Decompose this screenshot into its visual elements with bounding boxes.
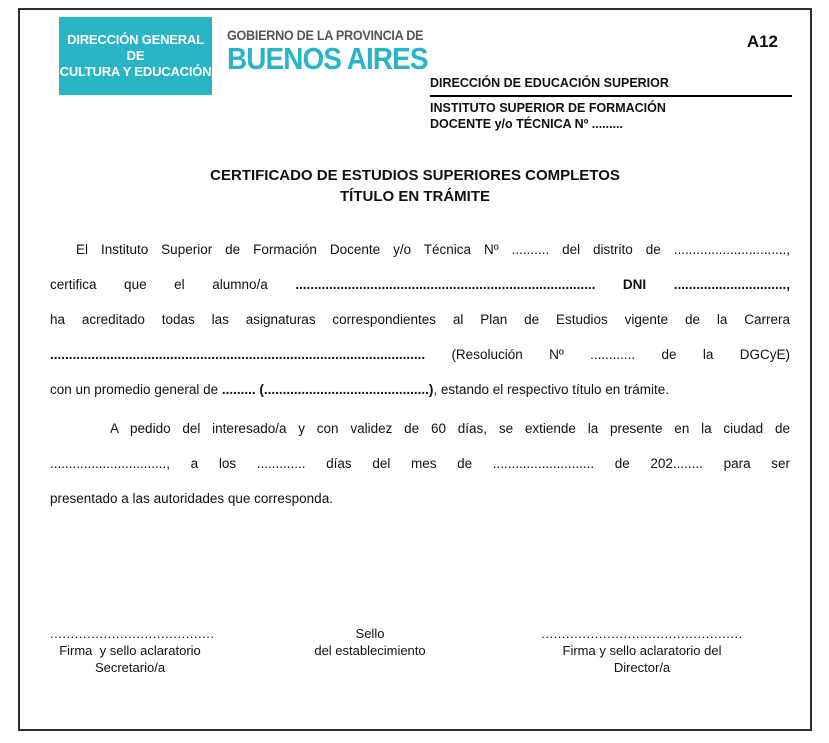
signature-role-label: Director/a: [613, 660, 671, 675]
signature-block-sello: [210, 625, 530, 676]
body-line-p1-5: [50, 372, 790, 407]
seal-label-line2: del establecimiento: [314, 643, 426, 658]
certificate-body: [50, 232, 790, 516]
dotted-blank: (............................................): [259, 382, 434, 397]
body-line-p2-3: presentado a las autoridades que corresponda.: [50, 491, 333, 506]
body-line-p1-3: ha acreditado todas las asignaturas correspondientes al Plan de Estudios vigente de la Carrera: [50, 312, 790, 327]
body-text-segment: con un promedio general de: [50, 382, 222, 397]
province-logo-topline: GOBIERNO DE LA PROVINCIA DE: [227, 27, 424, 43]
signature-dotted-line: ........................................: [50, 626, 215, 641]
seal-label: Sello: [355, 626, 385, 641]
dgce-logo-line1: DIRECCIÓN GENERAL DE: [67, 32, 204, 63]
certificate-title-line2: TÍTULO EN TRÁMITE: [340, 188, 490, 205]
dotted-blank: .........: [221, 382, 260, 397]
body-line-p1-2: [50, 267, 790, 302]
dotted-blank: ................................................................................: [295, 277, 596, 292]
signature-block-secretario: [50, 625, 215, 676]
header-right-block: [430, 32, 792, 132]
body-text-segment: certifica que el alumno/a: [50, 277, 296, 292]
body-text-segment: (Resolución Nº ............ de la DGCyE): [425, 347, 790, 362]
dotted-blank: ....................................................................................................: [50, 347, 426, 362]
body-line-p1-1: El Instituto Superior de Formación Docente y/o Técnica Nº .......... del distrito de ..............................,: [76, 242, 790, 257]
body-line-p2-1: A pedido del interesado/a y con validez de 60 días, se extiende la presente en la ciudad de: [110, 421, 790, 436]
dotted-blank: ..............................,: [673, 277, 790, 292]
signature-label: Firma y sello aclaratorio del: [562, 643, 722, 658]
certificate-title: [20, 165, 810, 207]
signature-role-label: Secretario/a: [94, 660, 166, 675]
direccion-heading: DIRECCIÓN DE EDUCACIÓN SUPERIOR: [430, 76, 792, 97]
certificate-title-line1: CERTIFICADO DE ESTUDIOS SUPERIORES COMPLETOS: [210, 167, 620, 184]
signature-row: [50, 625, 754, 676]
certificate-sheet: [18, 8, 812, 731]
form-code: A12: [746, 32, 778, 51]
province-logo: [227, 17, 428, 95]
instituto-heading-line1: INSTITUTO SUPERIOR DE FORMACIÓN: [430, 101, 666, 115]
dgce-logo-line2: CULTURA Y EDUCACIÓN: [59, 64, 212, 79]
header-brand: [59, 17, 450, 95]
instituto-heading-line2: DOCENTE y/o TÉCNICA Nº .........: [430, 116, 624, 131]
province-logo-name: BUENOS AIRES: [227, 41, 428, 76]
signature-label: Firma y sello aclaratorio: [59, 643, 201, 658]
signature-block-director: [530, 625, 754, 676]
body-line-p1-4: [50, 337, 790, 372]
body-text-segment: , estando el respectivo título en trámite.: [433, 382, 670, 397]
signature-dotted-line: .................................................: [541, 626, 743, 641]
body-line-p2-2: ..............................., a los ............. días del mes de ........................... de 202........ para ser: [50, 456, 790, 471]
dgce-logo-box: [59, 17, 212, 95]
body-text-segment: DNI: [595, 277, 674, 292]
